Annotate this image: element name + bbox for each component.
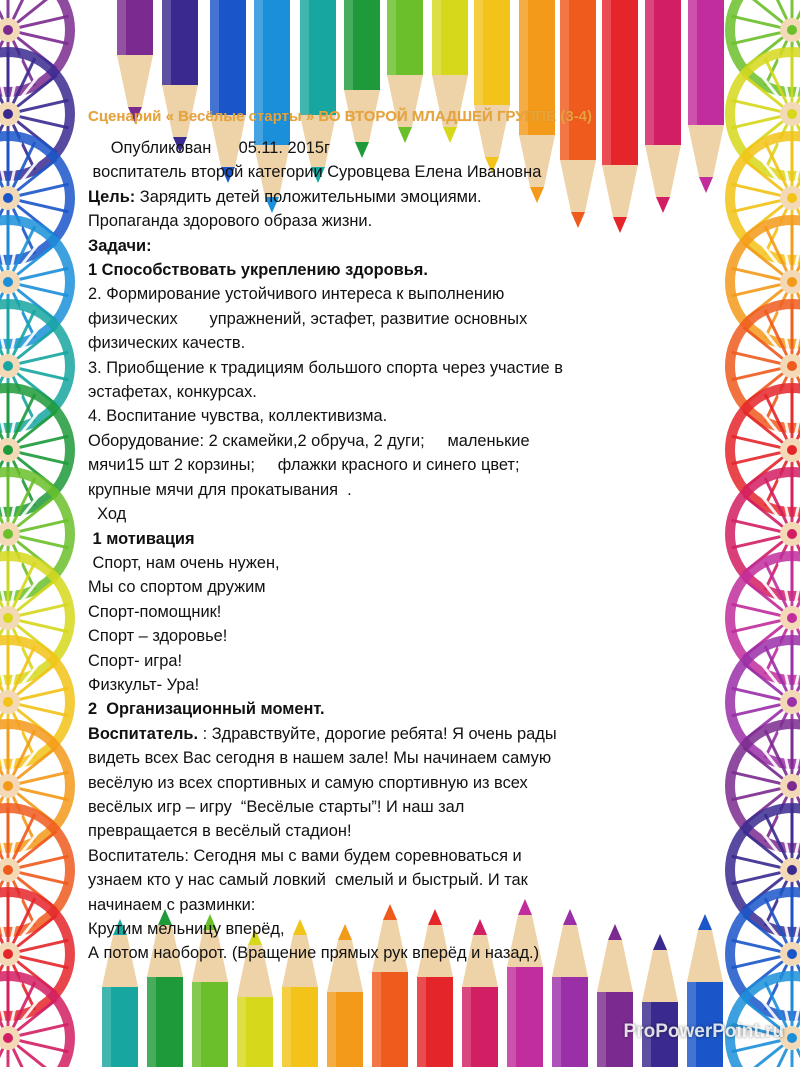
poem-line: Физкульт- Ура! xyxy=(88,675,200,694)
speech-line: Крутим мельницу вперёд, xyxy=(88,920,285,938)
speech-line: превращается в весёлый стадион! xyxy=(88,822,352,841)
task-2-line-3: физических качеств. xyxy=(88,334,246,353)
goal-label: Цель: xyxy=(88,187,136,206)
speech-line: А потом наоборот. (Вращение прямых рук вперёд и назад.) xyxy=(88,944,540,963)
poem-line: Спорт – здоровье! xyxy=(88,627,228,646)
speech-1-line-1: : Здравствуйте, дорогие ребята! Я очень рады xyxy=(198,724,557,743)
equipment-line-3: крупные мячи для прокатывания . xyxy=(88,480,352,499)
course-heading: Ход xyxy=(88,505,127,524)
speech-line: видеть всех Вас сегодня в нашем зале! Мы начинаем самую xyxy=(88,749,552,768)
poem-line: Спорт-помощник! xyxy=(88,602,222,621)
speech-line: Воспитатель: Сегодня мы с вами будем соревноваться и xyxy=(88,846,522,865)
teacher-label: Воспитатель. xyxy=(88,724,199,743)
task-3-line-2: эстафетах, конкурсах. xyxy=(88,383,257,402)
document-title: Сценарий « Весёлые старты » ВО ВТОРОЙ МЛАДШЕЙ ГРУППЕ (3-4) xyxy=(88,108,593,125)
goal-text-2: Пропаганда здорового образа жизни. xyxy=(88,212,373,231)
poem-line: Спорт- игра! xyxy=(88,651,183,670)
speech-line: начинаем с разминки: xyxy=(88,895,256,914)
equipment-line-2: мячи15 шт 2 корзины; флажки красного и синего цвет; xyxy=(88,456,520,475)
goal-text: Зарядить детей положительными эмоциями. xyxy=(135,187,482,206)
tasks-heading: Задачи: xyxy=(88,236,152,255)
document-body xyxy=(88,108,728,966)
author-line: воспитатель второй категории Суровцева Елена Ивановна xyxy=(88,163,542,182)
task-1: 1 Способствовать укреплению здоровья. xyxy=(88,261,428,280)
pencil xyxy=(117,0,153,123)
task-3-line-1: 3. Приобщение к традициям большого спорта через участие в xyxy=(88,358,563,377)
section-2-heading: 2 Организационный момент. xyxy=(88,700,325,719)
poem-line: Мы со спортом дружим xyxy=(88,578,266,597)
section-1-heading: 1 мотивация xyxy=(88,529,195,548)
task-2-line-1: 2. Формирование устойчивого интереса к выполнению xyxy=(88,285,505,304)
poem-line: Спорт, нам очень нужен, xyxy=(88,553,280,572)
equipment-line-1: Оборудование: 2 скамейки,2 обруча, 2 дуги; маленькие xyxy=(88,431,530,450)
speech-line: узнаем кто у нас самый ловкий смелый и быстрый. И так xyxy=(88,871,528,890)
watermark: ProPowerPoint.ru xyxy=(623,1021,784,1042)
published-date: Опубликован 05.11. 2015г xyxy=(88,139,330,157)
task-4: 4. Воспитание чувства, коллективизма. xyxy=(88,407,388,426)
task-2-line-2: физических упражнений, эстафет, развитие основных xyxy=(88,309,528,328)
speech-line: весёлых игр – игру “Весёлые старты”! И наш зал xyxy=(88,797,465,816)
speech-line: весёлую из всех спортивных и самую спортивную из всех xyxy=(88,773,528,792)
